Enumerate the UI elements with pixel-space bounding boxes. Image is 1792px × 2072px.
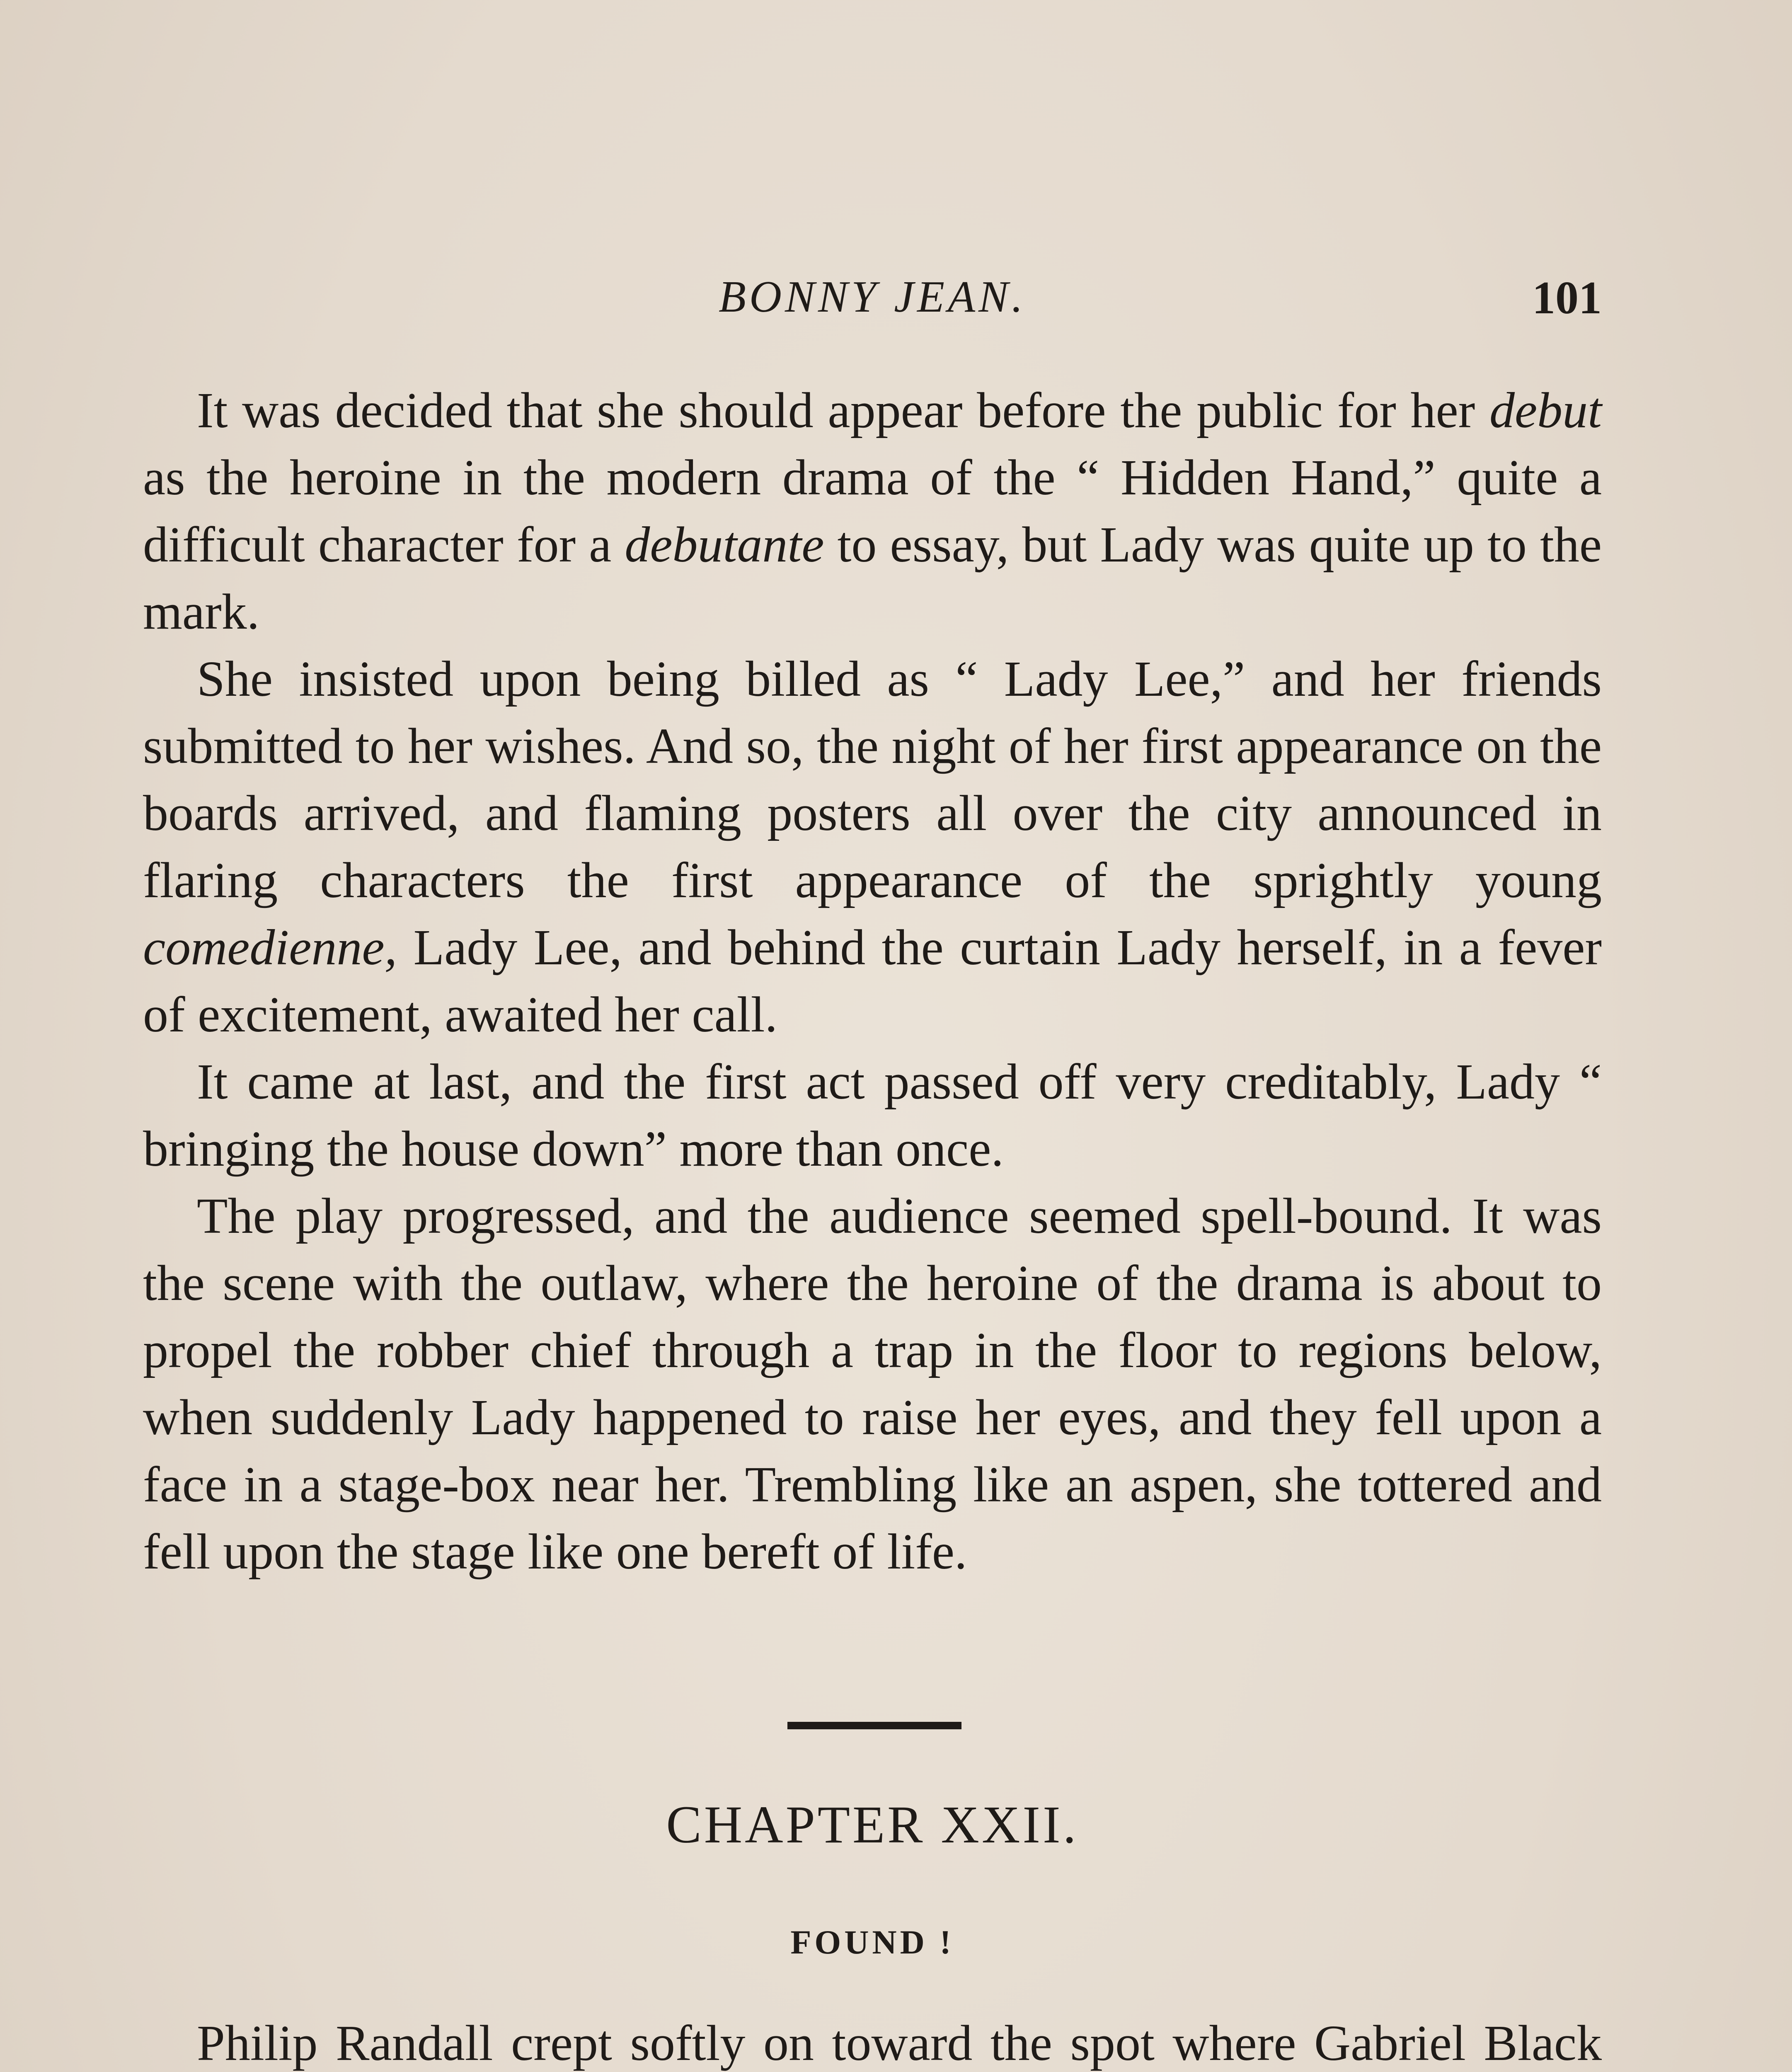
paragraph-text: Philip Randall crept softly on toward the spot where Gabriel Black <box>197 2015 1602 2071</box>
chapter-heading: CHAPTER XXII. <box>666 1795 1079 1854</box>
paragraph-text: She insisted upon being billed as “ Lady Lee,” and her friends submitted to her wishes. And so, the night of her first appearance on the boards arrived, and flaming posters all over the city announced in flaring characters the first appearance of the sprightly young <box>143 651 1602 908</box>
italic-text: debut <box>1489 382 1602 438</box>
running-title: BONNY JEAN. <box>718 272 1026 322</box>
paragraph-text: It was decided that she should appear before the public for her <box>197 382 1489 438</box>
paragraph-text: It came at last, and the first act passed off very creditably, Lady “ bringing the house down” more than once. <box>143 1054 1602 1177</box>
italic-text: debutante <box>625 517 824 573</box>
paragraph-text: to essay, but Lady was quite up to the mark. <box>143 517 1602 640</box>
paragraph <box>143 646 1602 1048</box>
paragraph-text: as the heroine in the modern drama of the “ Hidden Hand,” quite a difficult character for a <box>143 450 1602 573</box>
page-number: 101 <box>1532 272 1602 324</box>
italic-text: comedienne, <box>143 920 397 975</box>
paragraph-text: The play progressed, and the audience seemed spell-bound. It was the scene with the outlaw, where the heroine of the drama is about to propel the robber chief through a trap in the floor to regions below, when suddenly Lady happened to raise her eyes, and they fell upon a face in a stage-box near her. Trembling like an aspen, she tottered and fell upon the stage like one bereft of life. <box>143 1188 1602 1580</box>
paragraph <box>143 1048 1602 1183</box>
paragraph <box>143 1183 1602 1585</box>
text-block-top <box>143 377 1602 1585</box>
chapter-subtitle: FOUND ! <box>790 1923 954 1961</box>
paragraph <box>143 2010 1602 2072</box>
running-head <box>143 271 1602 338</box>
paragraph-text: Lady Lee, and behind the curtain Lady herself, in a fever of excitement, awaited her call. <box>143 920 1602 1043</box>
paragraph <box>143 377 1602 646</box>
section-rule <box>787 1722 961 1729</box>
text-block-bottom <box>143 2010 1602 2072</box>
